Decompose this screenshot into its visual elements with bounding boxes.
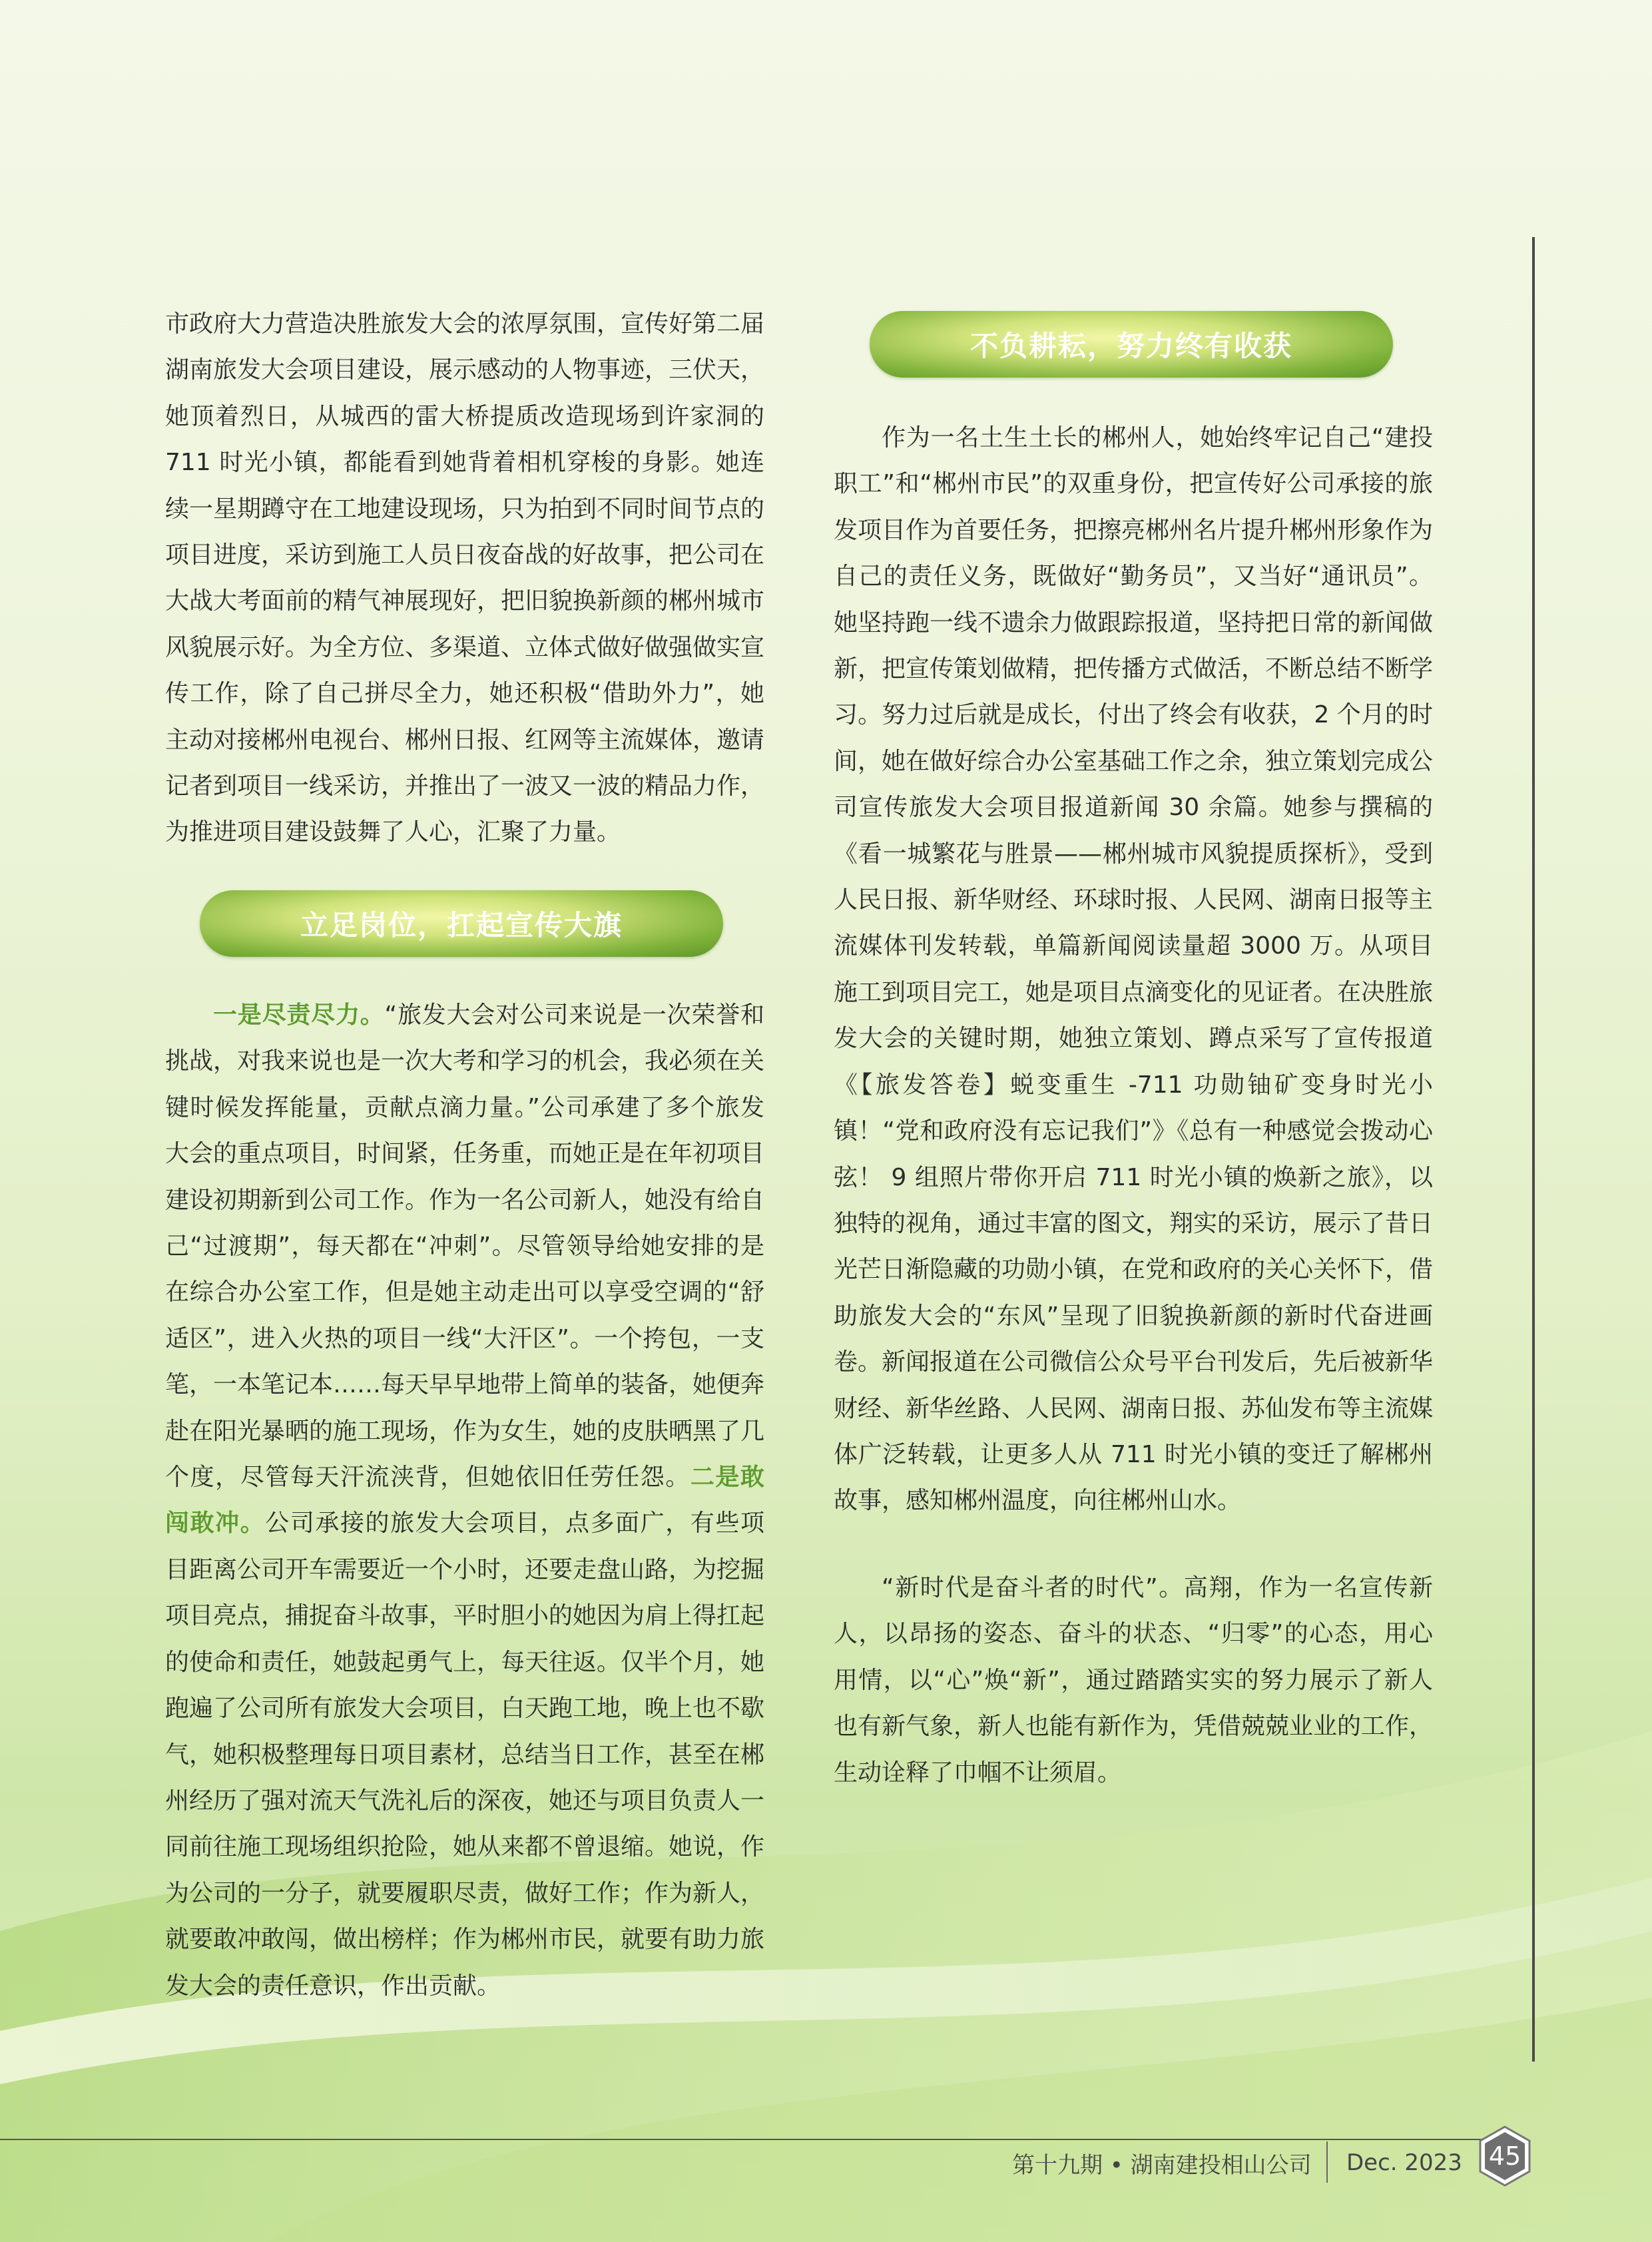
right-column-text bbox=[834, 415, 1433, 1524]
footer-issue: 第十九期 • 湖南建投相山公司 bbox=[1012, 2151, 1312, 2179]
paragraph-body: “旅发大会对公司来说是一次荣誉和挑战，对我来说也是一次大考和学习的机会，我必须在关键时候发挥能量，贡献点滴力量。”公司承建了多个旅发大会的重点项目，时间紧，任务重，而她正是在年初项目建设初期新到公司工作。作为一名公司新人，她没有给自己“过渡期”，每天都在“冲刺”。尽管领导给她安排的是在综合办公室工作，但是她主动走出可以享受空调的“舒适区”，进入火热的项目一线“大汗区”。一个挎包，一支笔，一本笔记本……每天早早地带上简单的装备，她便奔赴在阳光暴晒的施工现场，作为女生，她的皮肤晒黑了几个度，尽管每天汗流浃背，但她依旧任劳任怨。 bbox=[165, 1001, 765, 1492]
section-heading-right bbox=[870, 311, 1393, 378]
left-column-text-2 bbox=[165, 992, 764, 2009]
column-divider-line bbox=[1532, 237, 1535, 2062]
paragraph bbox=[165, 992, 764, 2009]
highlight-lead: 一是尽责尽力。 bbox=[213, 1001, 385, 1029]
paragraph: “新时代是奋斗者的时代”。高翔，作为一名宣传新人，以昂扬的姿态、奋斗的状态、“归零”的心态，用心用情，以“心”焕“新”，通过踏踏实实的努力展示了新人也有新气象，新人也能有新作为，凭借兢兢业业的工作，生动诠释了巾帼不让须眉。 bbox=[834, 1574, 1434, 1787]
footer-date: Dec. 2023 bbox=[1346, 2149, 1462, 2176]
heading-text: 立足岗位，扛起宣传大旗 bbox=[300, 909, 623, 942]
paragraph: 作为一名土生土长的郴州人，她始终牢记自己“建投职工”和“郴州市民”的双重身份，把宣传好公司承接的旅发项目作为首要任务，把擦亮郴州名片提升郴州形象作为自己的责任义务，既做好“勤务员”，又当好“通讯员”。她坚持跑一线不遗余力做跟踪报道，坚持把日常的新闻做新，把宣传策划做精，把传播方式做活，不断总结不断学习。努力过后就是成长，付出了终会有收获，2 个月的时间，她在做好综合办公室基础工作之余，独立策划完成公司宣传旅发大会项目报道新闻 30 余篇。她参与撰稿的《看一城繁花与胜景——郴州城市风貌提质探析》，受到人民日报、新华财经、环球时报、人民网、湖南日报等主流媒体刊发转载，单篇新闻阅读量超 3000 万。从项目施工到项目完工，她是项目点滴变化的见证者。在决胜旅发大会的关键时期，她独立策划、蹲点采写了宣传报道《【旅发答卷】蜕变重生 -711 功勋铀矿变身时光小镇！“党和政府没有忘记我们”》《总有一种感觉会拨动心弦！ 9 组照片带你开启 711 时光小镇的焕新之旅》，以独特的视角，通过丰富的图文，翔实的采访，展示了昔日光芒日渐隐藏的功勋小镇，在党和政府的关心关怀下，借助旅发大会的“东风”呈现了旧貌换新颜的新时代奋进画卷。新闻报道在公司微信公众号平台刊发后，先后被新华财经、新华丝路、人民网、湖南日报、苏仙发布等主流媒体广泛转载，让更多人从 711 时光小镇的变迁了解郴州故事，感知郴州温度，向往郴州山水。 bbox=[834, 424, 1434, 1515]
footer-separator bbox=[1326, 2141, 1328, 2183]
page-number: 45 bbox=[1488, 2141, 1521, 2171]
heading-text: 不负耕耘，努力终有收获 bbox=[969, 330, 1292, 362]
section-heading-left bbox=[200, 890, 723, 957]
left-column-text bbox=[165, 301, 764, 856]
paragraph-body-2: 公司承接的旅发大会项目，点多面广，有些项目距离公司开车需要近一个小时，还要走盘山路，为挖掘项目亮点，捕捉奋斗故事，平时胆小的她因为肩上得扛起的使命和责任，她鼓起勇气上，每天往返。仅半个月，她跑遍了公司所有旅发大会项目，白天跑工地，晚上也不歇气，她积极整理每日项目素材，总结当日工作，甚至在郴州经历了强对流天气洗礼后的深夜，她还与项目负责人一同前往施工现场组织抢险，她从来都不曾退缩。她说，作为公司的一分子，就要履职尽责，做好工作；作为新人，就要敢冲敢闯，做出榜样；作为郴州市民，就要有助力旅发大会的责任意识，作出贡献。 bbox=[165, 1510, 765, 2000]
highlight-lead-2: 二是敢闯敢冲。 bbox=[165, 1464, 764, 1538]
footer-rule bbox=[0, 2139, 1485, 2140]
right-column-text-2 bbox=[834, 1565, 1433, 1796]
paragraph: 市政府大力营造决胜旅发大会的浓厚氛围，宣传好第二届湖南旅发大会项目建设，展示感动的人物事迹，三伏天，她顶着烈日，从城西的雷大桥提质改造现场到许家洞的711 时光小镇，都能看到她背着相机穿梭的身影。她连续一星期蹲守在工地建设现场，只为拍到不同时间节点的项目进度，采访到施工人员日夜奋战的好故事，把公司在大战大考面前的精气神展现好，把旧貌换新颜的郴州城市风貌展示好。为全方位、多渠道、立体式做好做强做实宣传工作，除了自己拼尽全力，她还积极“借助外力”，她主动对接郴州电视台、郴州日报、红网等主流媒体，邀请记者到项目一线采访，并推出了一波又一波的精品力作，为推进项目建设鼓舞了人心，汇聚了力量。 bbox=[165, 310, 765, 846]
